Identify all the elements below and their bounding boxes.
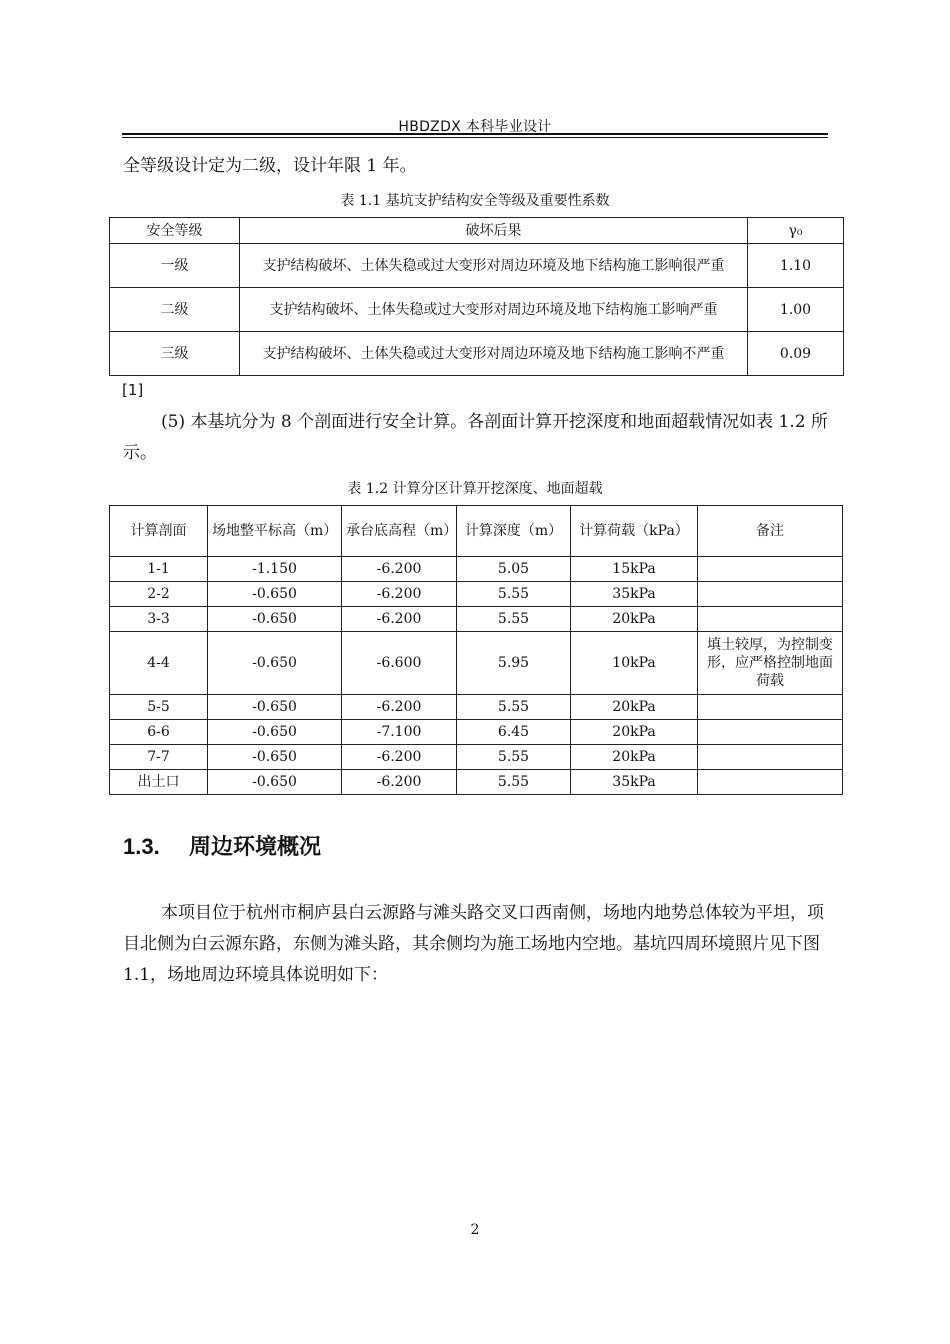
- table1-cell: 三级: [110, 332, 240, 376]
- table2-cell: -0.650: [208, 720, 342, 745]
- table1-cell: 二级: [110, 288, 240, 332]
- running-header: HBDZDX 本科毕业设计: [398, 119, 552, 135]
- table1-cell: 1.10: [748, 244, 844, 288]
- table1-cell: 支护结构破坏、土体失稳或过大变形对周边环境及地下结构施工影响不严重: [240, 332, 748, 376]
- excavation-depth-table: [109, 505, 843, 795]
- table-row: [110, 770, 843, 795]
- table-row: [110, 720, 843, 745]
- table2-cell: -6.600: [342, 632, 457, 695]
- table2-cell: 35kPa: [571, 582, 698, 607]
- table2-cell: 20kPa: [571, 720, 698, 745]
- table2-cell: 20kPa: [571, 745, 698, 770]
- table-row: [110, 557, 843, 582]
- table1-header-cell: 破坏后果: [240, 218, 748, 244]
- table2-cell: 20kPa: [571, 695, 698, 720]
- table2-cell: -0.650: [208, 582, 342, 607]
- table2-cell: 20kPa: [571, 607, 698, 632]
- table2-cell: -0.650: [208, 695, 342, 720]
- table2-header-cell: 计算深度（m）: [457, 506, 571, 557]
- table2-cell: 5.55: [457, 607, 571, 632]
- table2-header-cell: 承台底高程（m）: [342, 506, 457, 557]
- table2-cell: [698, 745, 843, 770]
- table2-header-cell: 备注: [698, 506, 843, 557]
- paragraph-environment: 本项目位于杭州市桐庐县白云源路与滩头路交叉口西南侧，场地内地势总体较为平坦，项目北侧为白云源东路，东侧为滩头路，其余侧均为施工场地内空地。基坑四周环境照片见下图 1.1，场地周边环境具体说明如下：: [123, 903, 824, 985]
- section-title: 周边环境概况: [189, 834, 322, 859]
- table2-cell: -0.650: [208, 607, 342, 632]
- table2-cell: 填土较厚，为控制变形，应严格控制地面荷载: [698, 632, 843, 695]
- table2-cell: 5-5: [110, 695, 208, 720]
- table2-cell: -1.150: [208, 557, 342, 582]
- table2-cell: 35kPa: [571, 770, 698, 795]
- table2-cell: 6-6: [110, 720, 208, 745]
- table2-cell: 1-1: [110, 557, 208, 582]
- table-row: [110, 695, 843, 720]
- table2-cell: 7-7: [110, 745, 208, 770]
- table2-cell: 3-3: [110, 607, 208, 632]
- table1-cell: 一级: [110, 244, 240, 288]
- table2-cell: 5.55: [457, 745, 571, 770]
- table-row: [110, 607, 843, 632]
- table-row: [110, 632, 843, 695]
- table2-cell: -6.200: [342, 582, 457, 607]
- section-number: 1.3.: [123, 834, 160, 859]
- table2-cell: -6.200: [342, 770, 457, 795]
- table2-cell: [698, 770, 843, 795]
- table2-cell: -6.200: [342, 745, 457, 770]
- table1-cell: 0.09: [748, 332, 844, 376]
- table2-cell: [698, 695, 843, 720]
- table2-cell: [698, 720, 843, 745]
- header-rule-thick: [122, 133, 828, 135]
- table2-cell: 5.95: [457, 632, 571, 695]
- table2-cell: [698, 557, 843, 582]
- table2-cell: [698, 607, 843, 632]
- table2-cell: -0.650: [208, 632, 342, 695]
- reference-marker: [1]: [122, 381, 144, 399]
- paragraph-continuation: 全等级设计定为二级，设计年限 1 年。: [123, 156, 417, 176]
- table1-header-cell: 安全等级: [110, 218, 240, 244]
- table2-cell: 2-2: [110, 582, 208, 607]
- table1-caption: 表 1.1 基坑支护结构安全等级及重要性系数: [340, 193, 610, 209]
- table2-cell: [698, 582, 843, 607]
- table2-cell: -0.650: [208, 770, 342, 795]
- table2-cell: 出土口: [110, 770, 208, 795]
- table1-header-cell: γ₀: [748, 218, 844, 244]
- table1-cell: 1.00: [748, 288, 844, 332]
- table2-cell: 5.55: [457, 770, 571, 795]
- table2-cell: -6.200: [342, 695, 457, 720]
- table1-cell: 支护结构破坏、土体失稳或过大变形对周边环境及地下结构施工影响严重: [240, 288, 748, 332]
- table2-cell: -0.650: [208, 745, 342, 770]
- table2-cell: -6.200: [342, 607, 457, 632]
- section-heading: [123, 830, 321, 861]
- table1-cell: 支护结构破坏、土体失稳或过大变形对周边环境及地下结构施工影响很严重: [240, 244, 748, 288]
- table2-cell: 15kPa: [571, 557, 698, 582]
- paragraph-sections: (5) 本基坑分为 8 个剖面进行安全计算。各剖面计算开挖深度和地面超载情况如表 1.2 所示。: [123, 412, 828, 463]
- table2-cell: 6.45: [457, 720, 571, 745]
- table2-header-cell: 计算剖面: [110, 506, 208, 557]
- page-number: 2: [470, 1222, 480, 1238]
- table2-cell: 10kPa: [571, 632, 698, 695]
- safety-grade-table: [109, 217, 844, 376]
- table2-caption: 表 1.2 计算分区计算开挖深度、地面超载: [347, 481, 603, 497]
- table2-header-cell: 计算荷载（kPa）: [571, 506, 698, 557]
- table2-cell: -7.100: [342, 720, 457, 745]
- table2-cell: 4-4: [110, 632, 208, 695]
- table2-cell: 5.55: [457, 695, 571, 720]
- table2-cell: 5.05: [457, 557, 571, 582]
- table2-cell: -6.200: [342, 557, 457, 582]
- table-row: [110, 582, 843, 607]
- table2-header-cell: 场地整平标高（m）: [208, 506, 342, 557]
- table-row: [110, 745, 843, 770]
- header-rule-thin: [122, 137, 828, 138]
- table2-cell: 5.55: [457, 582, 571, 607]
